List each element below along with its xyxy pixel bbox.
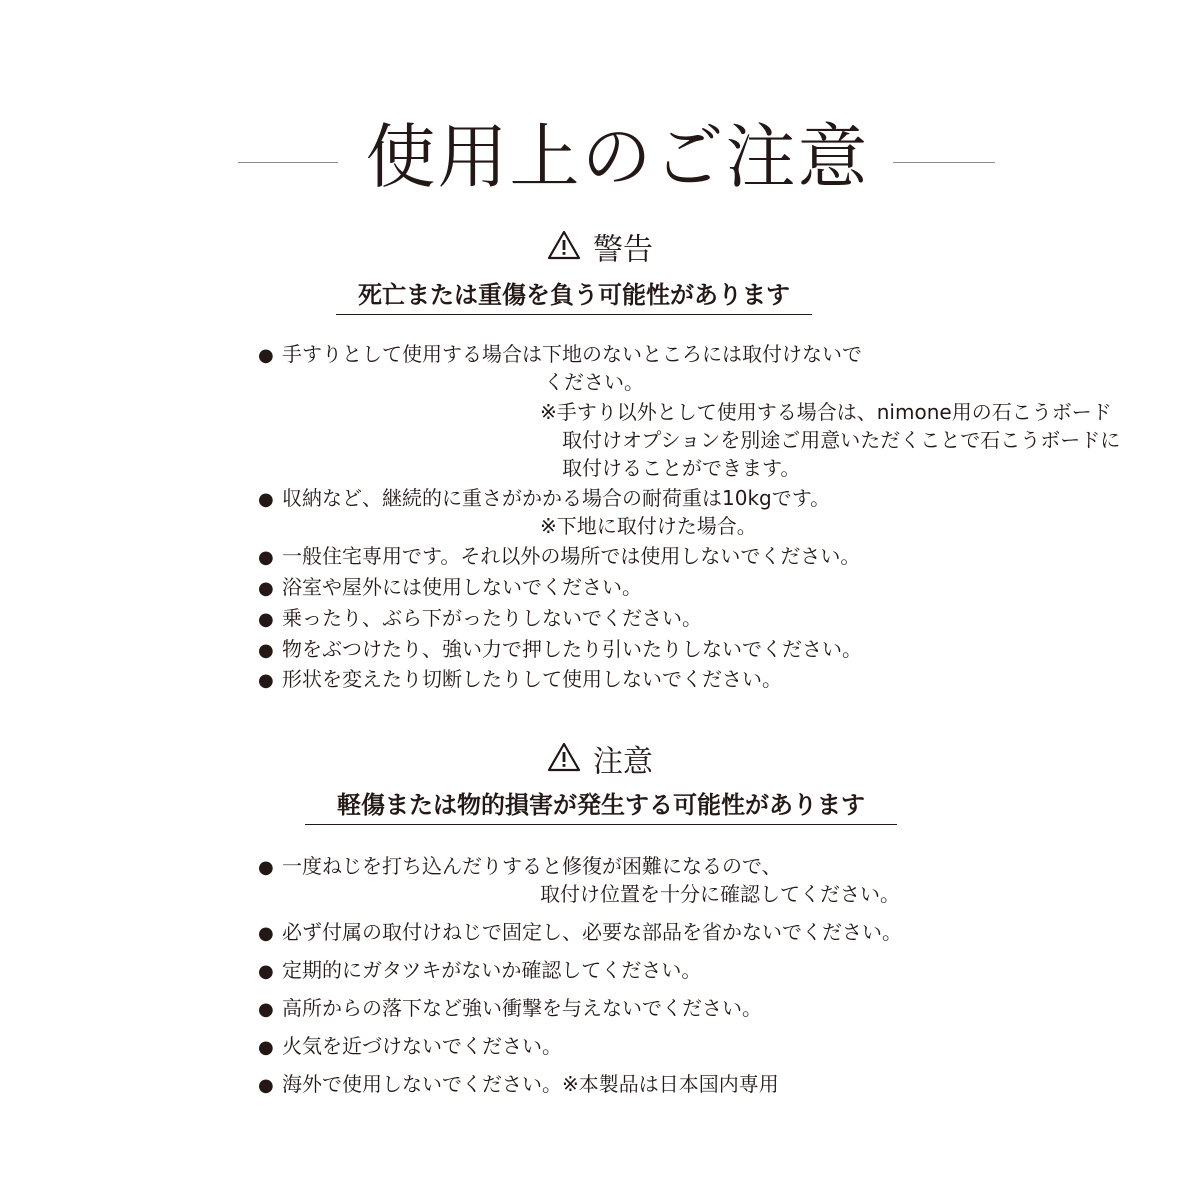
list-item [258,918,902,948]
bullet: ● [258,1075,274,1096]
title-row [0,112,1200,202]
bullet: ● [258,547,274,568]
bullet: ● [258,857,274,878]
list-item [258,484,830,514]
title-divider-right [893,162,995,163]
item-text: 一度ねじを打ち込んだりすると修復が困難になるので、 [282,854,782,878]
note-text: 取付けることができます。 [562,456,801,480]
item-text-cont: 取付け位置を十分に確認してください。 [540,882,900,906]
bullet: ● [258,670,274,691]
caution-heading-label: 注意 [593,744,653,780]
bullet: ● [258,923,274,944]
note-text: ※手すり以外として使用する場合は、nimone用の石こうボード [540,400,1112,424]
item-text: 形状を変えたり切断したりして使用しないでください。 [282,667,782,691]
list-item [258,1032,562,1062]
warning-heading [0,230,1200,271]
bullet: ● [258,1037,274,1058]
bullet: ● [258,578,274,599]
caution-subheading: 軽傷または物的損害が発生する可能性があります [305,788,897,825]
list-item [258,1070,779,1100]
warning-triangle-icon [547,230,581,271]
list-item [258,635,862,665]
item-text: 定期的にガタツキがないか確認してください。 [282,958,702,982]
item-text-cont: ※下地に取付けた場合。 [540,514,757,538]
list-item [258,665,782,695]
warning-heading-label: 警告 [593,232,653,268]
bullet: ● [258,961,274,982]
item-text-cont: ください。 [544,370,644,394]
item-text: 海外で使用しないでください。※本製品は日本国内専用 [282,1072,779,1096]
bullet: ● [258,640,274,661]
bullet: ● [258,345,274,366]
bullet: ● [258,999,274,1020]
note-text: 取付けオプションを別途ご用意いただくことで石こうボードに [562,428,1121,452]
caution-heading [0,742,1200,783]
item-text: 一般住宅専用です。それ以外の場所では使用しないでください。 [282,544,861,568]
list-item [258,852,782,882]
item-text: 高所からの落下など強い衝撃を与えないでください。 [282,996,762,1020]
list-item [258,604,702,634]
item-text: 収納など、継続的に重さがかかる場合の耐荷重は10kgです。 [282,486,831,510]
list-item [258,340,862,370]
page-title: 使用上のご注意 [365,116,870,198]
item-text: 乗ったり、ぶら下がったりしないでください。 [282,606,702,630]
list-item [258,994,762,1024]
item-text: 必ず付属の取付けねじで固定し、必要な部品を省かないでください。 [282,920,902,944]
item-text: 浴室や屋外には使用しないでください。 [282,575,642,599]
warning-subheading: 死亡または重傷を負う可能性があります [336,278,812,315]
list-item [258,573,642,603]
warning-triangle-icon [547,742,581,783]
item-text: 火気を近づけないでください。 [282,1034,562,1058]
item-text: 手すりとして使用する場合は下地のないところには取付けないで [282,342,862,366]
item-text: 物をぶつけたり、強い力で押したり引いたりしないでください。 [282,637,862,661]
bullet: ● [258,489,274,510]
list-item [258,542,860,572]
list-item [258,956,701,986]
title-divider-left [238,162,338,163]
bullet: ● [258,609,274,630]
